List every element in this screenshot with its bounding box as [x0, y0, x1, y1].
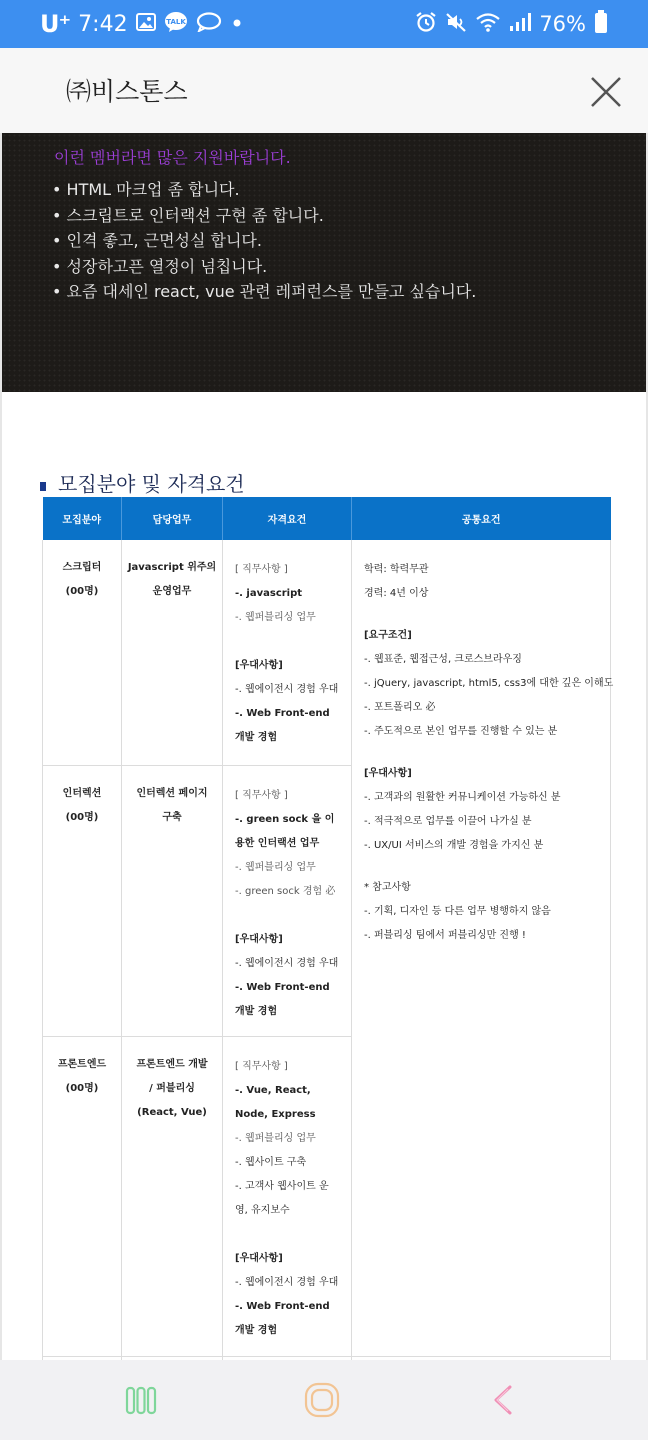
- recent-apps-icon: [121, 1380, 161, 1420]
- close-button[interactable]: [586, 72, 626, 112]
- job-posting-content[interactable]: [0, 133, 648, 1360]
- banner-item: • HTML 마크업 좀 합니다.: [52, 177, 476, 203]
- field-name: 스크립터: [62, 562, 102, 573]
- common-pref-item: -. UX/UI 서비스의 개발 경험을 가지신 분: [364, 840, 544, 851]
- duty-line: (React, Vue): [137, 1106, 207, 1118]
- banner-list: [52, 177, 476, 305]
- qual-pref-item: -. Web Front-end 개발 경험: [235, 708, 330, 743]
- battery-percent: 76%: [539, 12, 586, 36]
- alarm-icon: [415, 11, 437, 37]
- common-requirements-cell: [352, 540, 614, 1356]
- qual-pref-item: -. 웹에이전시 경험 우대: [235, 957, 339, 969]
- heading-marker: [40, 482, 46, 491]
- kakaotalk-icon: [164, 11, 188, 37]
- common-req-item: -. jQuery, javascript, html5, css3에 대한 깊은 이해도: [364, 678, 614, 689]
- common-education: 학력: 학력무관: [364, 564, 429, 575]
- qual-duty-label: [ 직무사항 ]: [235, 564, 288, 575]
- wifi-icon: [475, 11, 501, 37]
- recruit-banner: [2, 133, 646, 392]
- duty-cell: [122, 765, 223, 1036]
- requirements-table: [42, 497, 614, 1360]
- common-pref-item: -. 고객과의 원활한 커뮤니케이션 가능하신 분: [364, 792, 561, 803]
- qual-pref-label: [우대사항]: [235, 1252, 283, 1264]
- column-header: 공통요건: [352, 497, 611, 540]
- back-button[interactable]: [484, 1380, 524, 1420]
- svg-text:TALK: TALK: [165, 18, 186, 26]
- field-name: 프론트엔드: [57, 1058, 107, 1070]
- duty-line: / 퍼블리싱: [149, 1082, 195, 1094]
- battery-icon: [594, 10, 608, 38]
- dot-icon: [230, 15, 244, 34]
- navigation-bar: [0, 1360, 648, 1440]
- qualification-cell: [223, 765, 352, 1036]
- qual-item: -. Vue, React, Node, Express: [235, 1084, 316, 1120]
- qual-item: -. green sock 을 이용한 인터랙션 업무: [235, 813, 335, 849]
- field-cell: [43, 1036, 122, 1356]
- status-right: [415, 8, 608, 40]
- back-icon: [484, 1380, 524, 1420]
- duty-cell: [122, 1036, 223, 1356]
- common-career: 경력: 4년 이상: [364, 588, 429, 599]
- duty-line: Javascript 위주의: [127, 562, 217, 573]
- mute-icon: [445, 11, 467, 37]
- banner-item: • 스크립트로 인터랙션 구현 좀 합니다.: [52, 203, 476, 229]
- qual-pref-item: -. 웹에이전시 경험 우대: [235, 1276, 339, 1288]
- section-heading: [40, 468, 245, 497]
- common-req-item: -. 포트폴리오 必: [364, 702, 436, 713]
- common-note-label: * 참고사항: [364, 882, 411, 893]
- duty-line: 운영업무: [152, 586, 192, 597]
- qual-item: -. 웹퍼블리싱 업무: [235, 861, 316, 873]
- qual-pref-label: [우대사항]: [235, 660, 283, 671]
- carrier-label: U⁺: [40, 10, 71, 38]
- table-row: [43, 540, 611, 765]
- common-note-item: -. 퍼블리싱 팀에서 퍼블리싱만 진행 !: [364, 930, 526, 941]
- status-bar: [0, 0, 648, 48]
- common-req-label: [요구조건]: [364, 630, 412, 641]
- field-name: 인터렉션: [62, 787, 102, 799]
- field-cell: [43, 765, 122, 1036]
- qual-duty-label: [ 직무사항 ]: [235, 789, 288, 801]
- qual-item: -. javascript: [235, 588, 303, 599]
- recent-apps-button[interactable]: [121, 1380, 161, 1420]
- field-count: (00명): [65, 586, 99, 597]
- field-cell: [43, 540, 122, 765]
- qual-pref-item: -. Web Front-end 개발 경험: [235, 1300, 330, 1336]
- banner-title: 이런 멤버라면 많은 지원바랍니다.: [54, 148, 291, 167]
- column-header: 자격요건: [223, 497, 352, 540]
- qual-pref-item: -. Web Front-end 개발 경험: [235, 981, 330, 1017]
- qual-item: -. green sock 경험 必: [235, 885, 336, 897]
- table-header-row: [43, 497, 611, 540]
- banner-item: • 인격 좋고, 근면성실 합니다.: [52, 228, 476, 254]
- qual-duty-label: [ 직무사항 ]: [235, 1060, 288, 1072]
- duty-line: 인터렉션 페이지: [136, 787, 208, 799]
- qualification-cell: [223, 540, 352, 765]
- status-left: [40, 8, 244, 40]
- chat-icon: [196, 12, 222, 36]
- duty-cell: [122, 540, 223, 765]
- column-header: 모집분야: [43, 497, 122, 540]
- duty-line: 구축: [162, 811, 182, 823]
- common-req-item: -. 주도적으로 본인 업무를 진행할 수 있는 분: [364, 726, 558, 737]
- common-pref-label: [우대사항]: [364, 768, 412, 779]
- banner-item: • 성장하고픈 열정이 넘칩니다.: [52, 254, 476, 280]
- app-header: [0, 48, 648, 133]
- qualification-cell: [223, 1036, 352, 1356]
- qual-pref-label: [우대사항]: [235, 933, 283, 945]
- column-header: 담당업무: [122, 497, 223, 540]
- company-title: ㈜비스톤스: [66, 77, 188, 106]
- common-pref-item: -. 적극적으로 업무를 이끌어 나가실 분: [364, 816, 532, 827]
- clock: 7:42: [78, 11, 128, 37]
- qual-item: -. 웹퍼블리싱 업무: [235, 1132, 316, 1144]
- home-icon: [302, 1380, 342, 1420]
- signal-icon: [509, 12, 531, 36]
- close-icon: [586, 72, 626, 112]
- banner-item: • 요즘 대세인 react, vue 관련 레퍼런스를 만들고 싶습니다.: [52, 279, 476, 305]
- section-title: 모집분야 및 자격요건: [58, 472, 245, 496]
- home-button[interactable]: [302, 1380, 342, 1420]
- duty-line: 프론트엔드 개발: [136, 1058, 208, 1070]
- common-note-item: -. 기획, 디자인 등 다른 업무 병행하지 않음: [364, 906, 551, 917]
- qual-item: -. 웹퍼블리싱 업무: [235, 612, 316, 623]
- common-req-item: -. 웹표준, 웹접근성, 크로스브라우징: [364, 654, 522, 665]
- field-count: (00명): [65, 1082, 99, 1094]
- qual-pref-item: -. 웹에이전시 경험 우대: [235, 684, 339, 695]
- qual-item: -. 웹사이트 구축: [235, 1156, 307, 1168]
- field-count: (00명): [65, 811, 99, 823]
- qual-item: -. 고객사 웹사이트 운영, 유지보수: [235, 1180, 329, 1216]
- gallery-icon: [136, 12, 156, 36]
